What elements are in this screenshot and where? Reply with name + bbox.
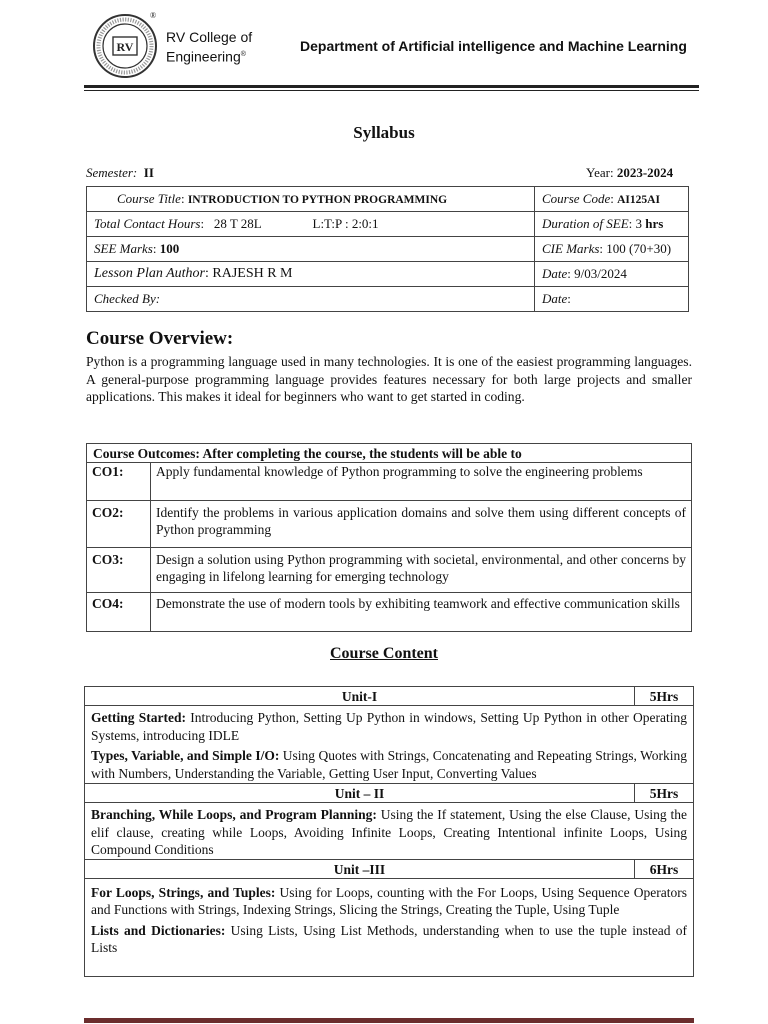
page-title: Syllabus — [353, 123, 415, 142]
contact-hours-cell: Total Contact Hours: 28 T 28L L:T:P : 2:0:1 — [87, 212, 535, 237]
outcome-code: CO1: — [87, 463, 151, 501]
footer-rule — [84, 1018, 694, 1023]
outcome-row — [87, 548, 692, 593]
unit-header-row — [85, 687, 694, 706]
course-code-cell: Course Code: AI125AI — [535, 187, 689, 212]
unit-header-row — [85, 859, 694, 878]
outcome-text: Identify the problems in various application domains and solve them using different concepts of Python programming — [151, 501, 692, 548]
unit-header-row — [85, 784, 694, 803]
outcome-code: CO2: — [87, 501, 151, 548]
course-content-heading: Course Content — [330, 645, 438, 662]
unit-title: Unit-I — [85, 687, 635, 706]
college-logo — [92, 13, 158, 79]
outcome-text: Apply fundamental knowledge of Python programming to solve the engineering problems — [151, 463, 692, 501]
overview-text: Python is a programming language used in many technologies. It is one of the easiest programming languages. A general-purpose programming language provides features necessary for both large projects and smaller applications. This makes it ideal for beginners who want to get started in coding. — [86, 354, 692, 404]
semester: Semester: II — [86, 165, 154, 180]
outcomes-heading: Course Outcomes: After completing the course, the students will be able to — [87, 444, 692, 463]
header-rule — [84, 85, 699, 88]
unit-hours: 5Hrs — [635, 687, 694, 706]
header-rule-thin — [84, 90, 699, 91]
cie-marks-cell: CIE Marks: 100 (70+30) — [535, 237, 689, 262]
outcome-text: Demonstrate the use of modern tools by exhibiting teamwork and effective communication skills — [151, 593, 692, 632]
date-cell: Date: 9/03/2024 — [535, 262, 689, 287]
unit-content: For Loops, Strings, and Tuples: Using for Loops, counting with the For Loops, Using Sequence Operators and Functions with Strings, Indexing Strings, Slicing the Strings, Creating the Tuple, Using Tuple Lists and Dictionaries: Using Lists, Using List Methods, understanding when to use the tuple instead of Lists — [85, 879, 694, 977]
course-title-cell: Course Title: INTRODUCTION TO PYTHON PROGRAMMING — [87, 187, 535, 212]
unit-content: Getting Started: Introducing Python, Setting Up Python in windows, Setting Up Python in other Operating Systems, introducing IDLE Types, Variable, and Simple I/O: Using Quotes with Strings, Concatenating and Repeating Strings, Working with Numbers, Understanding the Variable, Getting User Input, Converting Values — [85, 706, 694, 784]
outcome-row — [87, 593, 692, 632]
department-title: Department of Artificial intelligence and Machine Learning — [300, 38, 687, 54]
year: Year: 2023-2024 — [586, 165, 674, 180]
see-duration-cell: Duration of SEE: 3 hrs — [535, 212, 689, 237]
college-name: RV College of Engineering® — [166, 29, 253, 65]
author-cell: Lesson Plan Author: RAJESH R M — [87, 262, 535, 287]
date2-cell: Date: — [535, 287, 689, 312]
checked-by-cell: Checked By: — [87, 287, 535, 312]
unit-title: Unit – II — [85, 784, 635, 803]
outcome-code: CO3: — [87, 548, 151, 593]
course-info-table — [86, 186, 689, 312]
overview-heading: Course Overview: — [86, 328, 234, 349]
unit-content: Branching, While Loops, and Program Planning: Using the If statement, Using the else Clause, Using the elif clause, creating while Loops, Avoiding Infinite Loops, Creating Intentional infinite Loops, Using Compound Conditions — [85, 803, 694, 859]
unit-title: Unit –III — [85, 859, 635, 878]
outcome-row — [87, 463, 692, 501]
unit-hours: 6Hrs — [635, 859, 694, 878]
course-outcomes-table — [86, 443, 692, 632]
outcome-text: Design a solution using Python programming with societal, environmental, and other concerns by engaging in lifelong learning for emerging technology — [151, 548, 692, 593]
see-marks-cell: SEE Marks: 100 — [87, 237, 535, 262]
unit-hours: 5Hrs — [635, 784, 694, 803]
outcome-row — [87, 501, 692, 548]
logo-monogram: RV — [116, 40, 134, 54]
course-content-table — [84, 686, 694, 977]
outcome-code: CO4: — [87, 593, 151, 632]
registered-mark: ® — [150, 11, 157, 20]
